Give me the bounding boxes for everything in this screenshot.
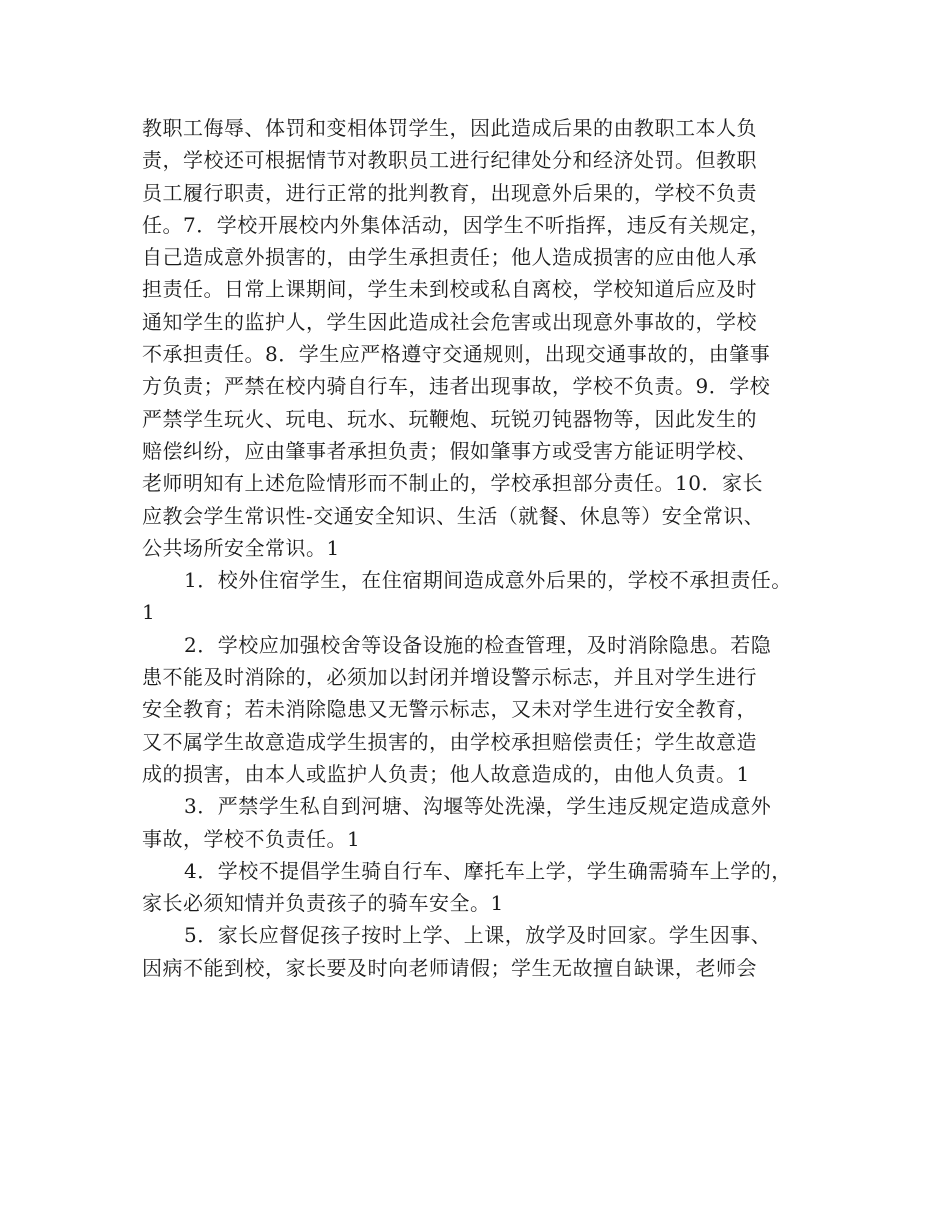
text-line: 1 [142,600,156,625]
text-line: 家长必须知情并负责孩子的骑车安全。1 [142,891,504,916]
text-line: 自己造成意外损害的，由学生承担责任；他人造成损害的应由他人承 [142,245,757,270]
text-line: 3．严禁学生私自到河塘、沟堰等处洗澡，学生违反规定造成意外 [184,794,772,819]
text-line: 通知学生的监护人，学生因此造成社会危害或出现意外事故的，学校 [142,309,757,334]
document-body [142,112,822,984]
text-line: 不承担责任。8．学生应严格遵守交通规则，出现交通事故的，由肇事 [142,342,771,367]
text-line: 员工履行职责，进行正常的批判教育，出现意外后果的，学校不负责 [142,180,757,205]
text-line: 老师明知有上述危险情形而不制止的，学校承担部分责任。10．家长 [142,471,763,496]
text-line: 患不能及时消除的，必须加以封闭并增设警示标志，并且对学生进行 [142,665,757,690]
text-line: 责，学校还可根据情节对教职员工进行纪律处分和经济处罚。但教职 [142,148,757,173]
text-line: 2．学校应加强校舍等设备设施的检查管理，及时消除隐患。若隐 [184,632,772,657]
text-line: 严禁学生玩火、玩电、玩水、玩鞭炮、玩锐刃钝器物等，因此发生的 [142,406,757,431]
text-line: 安全教育；若未消除隐患又无警示标志，又未对学生进行安全教育， [142,697,757,722]
text-line: 因病不能到校，家长要及时向老师请假；学生无故擅自缺课，老师会 [142,955,757,980]
text-line: 教职工侮辱、体罚和变相体罚学生，因此造成后果的由教职工本人负 [142,116,757,140]
text-line: 成的损害，由本人或监护人负责；他人故意造成的，由他人负责。1 [142,761,750,786]
text-line: 公共场所安全常识。1 [142,535,340,560]
text-line: 4．学校不提倡学生骑自行车、摩托车上学，学生确需骑车上学的， [184,858,792,883]
text-line: 担责任。日常上课期间，学生未到校或私自离校，学校知道后应及时 [142,277,757,302]
text-line: 赔偿纠纷，应由肇事者承担负责；假如肇事方或受害方能证明学校、 [142,438,757,463]
text-line: 任。7．学校开展校内外集体活动，因学生不听指挥，违反有关规定， [142,212,771,237]
text-line: 5．家长应督促孩子按时上学、上课，放学及时回家。学生因事、 [184,923,772,948]
text-line: 方负责；严禁在校内骑自行车，违者出现事故，学校不负责。9．学校 [142,374,771,399]
text-line: 又不属学生故意造成学生损害的，由学校承担赔偿责任；学生故意造 [142,729,757,754]
text-line: 事故，学校不负责任。1 [142,826,361,851]
text-line: 应教会学生常识性-交通安全知识、生活（就餐、休息等）安全常识、 [142,503,765,528]
text-line: 1．校外住宿学生，在住宿期间造成意外后果的，学校不承担责任。 [184,568,792,593]
